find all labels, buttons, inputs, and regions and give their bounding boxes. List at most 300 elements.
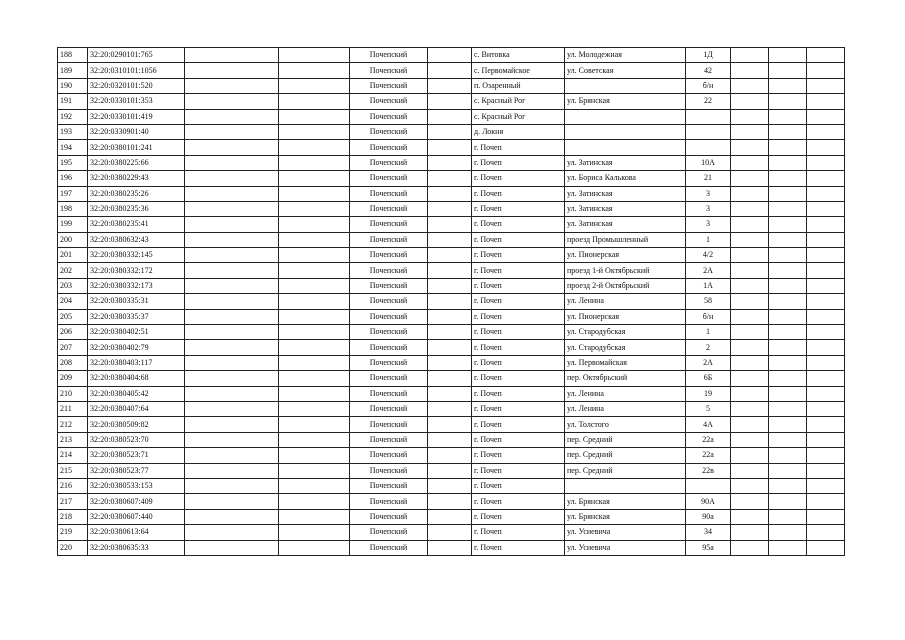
empty-cell [807,386,845,401]
table-body [58,48,845,556]
empty-cell [769,340,807,355]
empty-cell [807,355,845,370]
row-number-cell: 192 [58,109,88,124]
street-cell: ул. Затинская [565,201,686,216]
empty-cell [807,525,845,540]
table-row [58,248,845,263]
locality-cell: с. Красный Рог [472,109,565,124]
empty-cell [428,463,472,478]
locality-cell: г. Почеп [472,263,565,278]
house-number-cell: 2А [686,263,731,278]
empty-cell [279,217,350,232]
house-number-cell: 19 [686,386,731,401]
empty-cell [731,186,769,201]
empty-cell [769,140,807,155]
table-row [58,109,845,124]
empty-cell [279,48,350,63]
street-cell: пер. Средний [565,463,686,478]
empty-cell [279,340,350,355]
empty-cell [769,294,807,309]
cadastral-number-cell: 32:20:0380335:37 [88,309,185,324]
table-row [58,401,845,416]
cadastral-number-cell: 32:20:0380402:79 [88,340,185,355]
empty-cell [731,463,769,478]
empty-cell [185,417,279,432]
empty-cell [807,124,845,139]
empty-cell [279,140,350,155]
empty-cell [279,386,350,401]
district-cell: Почепский [350,540,428,555]
cadastral-number-cell: 32:20:0380523:70 [88,432,185,447]
empty-cell [807,278,845,293]
street-cell: проезд Промышленный [565,232,686,247]
empty-cell [185,509,279,524]
row-number-cell: 191 [58,94,88,109]
cadastral-number-cell: 32:20:0290101:765 [88,48,185,63]
locality-cell: с. Красный Рог [472,94,565,109]
district-cell: Почепский [350,478,428,493]
locality-cell: г. Почеп [472,494,565,509]
row-number-cell: 201 [58,248,88,263]
empty-cell [279,355,350,370]
empty-cell [807,94,845,109]
empty-cell [807,463,845,478]
cadastral-number-cell: 32:20:0380332:145 [88,248,185,263]
empty-cell [428,417,472,432]
empty-cell [428,355,472,370]
table-row [58,478,845,493]
district-cell: Почепский [350,294,428,309]
empty-cell [279,401,350,416]
empty-cell [428,494,472,509]
cadastral-number-cell: 32:20:0380225:66 [88,155,185,170]
locality-cell: г. Почеп [472,248,565,263]
table-row [58,309,845,324]
empty-cell [428,540,472,555]
street-cell: ул. Усиевича [565,540,686,555]
locality-cell: г. Почеп [472,186,565,201]
table-row [58,124,845,139]
empty-cell [731,417,769,432]
row-number-cell: 210 [58,386,88,401]
house-number-cell: 1 [686,325,731,340]
row-number-cell: 208 [58,355,88,370]
empty-cell [769,371,807,386]
empty-cell [185,478,279,493]
empty-cell [769,232,807,247]
empty-cell [279,278,350,293]
empty-cell [279,478,350,493]
empty-cell [769,48,807,63]
empty-cell [807,448,845,463]
empty-cell [428,478,472,493]
empty-cell [807,155,845,170]
table-row [58,63,845,78]
locality-cell: г. Почеп [472,340,565,355]
cadastral-number-cell: 32:20:0380235:26 [88,186,185,201]
empty-cell [428,401,472,416]
empty-cell [185,48,279,63]
cadastral-number-cell: 32:20:0380607:440 [88,509,185,524]
empty-cell [769,509,807,524]
locality-cell: д. Локня [472,124,565,139]
empty-cell [769,278,807,293]
locality-cell: г. Почеп [472,371,565,386]
empty-cell [279,155,350,170]
street-cell: пер. Октябрьский [565,371,686,386]
empty-cell [185,309,279,324]
locality-cell: г. Почеп [472,417,565,432]
locality-cell: п. Озаренный [472,78,565,93]
house-number-cell: 3 [686,186,731,201]
empty-cell [807,371,845,386]
empty-cell [428,171,472,186]
locality-cell: г. Почеп [472,232,565,247]
house-number-cell: 90а [686,509,731,524]
street-cell: ул. Затинская [565,186,686,201]
empty-cell [807,78,845,93]
empty-cell [279,417,350,432]
empty-cell [731,232,769,247]
empty-cell [731,201,769,216]
street-cell: ул. Молодежная [565,48,686,63]
locality-cell: г. Почеп [472,217,565,232]
locality-cell: г. Почеп [472,155,565,170]
empty-cell [731,278,769,293]
empty-cell [279,186,350,201]
district-cell: Почепский [350,448,428,463]
table-row [58,78,845,93]
empty-cell [731,478,769,493]
cadastral-number-cell: 32:20:0380523:71 [88,448,185,463]
house-number-cell: 1 [686,232,731,247]
empty-cell [731,371,769,386]
empty-cell [279,448,350,463]
empty-cell [769,63,807,78]
empty-cell [807,540,845,555]
empty-cell [185,263,279,278]
street-cell: ул. Пионерская [565,248,686,263]
empty-cell [185,325,279,340]
empty-cell [279,294,350,309]
street-cell: ул. Ленина [565,294,686,309]
table-row [58,325,845,340]
row-number-cell: 197 [58,186,88,201]
house-number-cell [686,109,731,124]
row-number-cell: 200 [58,232,88,247]
empty-cell [769,186,807,201]
empty-cell [185,278,279,293]
house-number-cell: 90А [686,494,731,509]
district-cell: Почепский [350,201,428,216]
street-cell: ул. Стародубская [565,340,686,355]
table-row [58,355,845,370]
house-number-cell: 3 [686,201,731,216]
empty-cell [807,325,845,340]
empty-cell [279,171,350,186]
district-cell: Почепский [350,94,428,109]
empty-cell [185,217,279,232]
empty-cell [731,294,769,309]
empty-cell [769,325,807,340]
table-row [58,217,845,232]
table-row [58,340,845,355]
empty-cell [185,432,279,447]
empty-cell [185,525,279,540]
empty-cell [185,340,279,355]
street-cell [565,109,686,124]
cadastral-number-cell: 32:20:0330101:353 [88,94,185,109]
district-cell: Почепский [350,494,428,509]
locality-cell: с. Первомайское [472,63,565,78]
locality-cell: г. Почеп [472,401,565,416]
empty-cell [807,494,845,509]
row-number-cell: 207 [58,340,88,355]
empty-cell [731,263,769,278]
empty-cell [279,309,350,324]
house-number-cell: 5 [686,401,731,416]
district-cell: Почепский [350,217,428,232]
empty-cell [428,124,472,139]
empty-cell [769,525,807,540]
locality-cell: г. Почеп [472,463,565,478]
land-registry-table [57,47,845,556]
row-number-cell: 194 [58,140,88,155]
locality-cell: г. Почеп [472,309,565,324]
house-number-cell: 22 [686,94,731,109]
empty-cell [731,309,769,324]
empty-cell [807,263,845,278]
district-cell: Почепский [350,309,428,324]
empty-cell [731,325,769,340]
house-number-cell: 58 [686,294,731,309]
empty-cell [731,217,769,232]
empty-cell [769,448,807,463]
empty-cell [807,63,845,78]
table-row [58,463,845,478]
street-cell [565,78,686,93]
empty-cell [769,401,807,416]
empty-cell [769,248,807,263]
house-number-cell [686,140,731,155]
house-number-cell [686,478,731,493]
cadastral-number-cell: 32:20:0380332:173 [88,278,185,293]
empty-cell [279,263,350,278]
empty-cell [807,478,845,493]
street-cell: проезд 2-й Октябрьский [565,278,686,293]
house-number-cell [686,124,731,139]
table-row [58,171,845,186]
empty-cell [769,494,807,509]
street-cell [565,124,686,139]
row-number-cell: 212 [58,417,88,432]
house-number-cell: 6Б [686,371,731,386]
locality-cell: г. Почеп [472,325,565,340]
row-number-cell: 189 [58,63,88,78]
empty-cell [185,201,279,216]
empty-cell [731,63,769,78]
table-row [58,540,845,555]
empty-cell [428,248,472,263]
empty-cell [279,124,350,139]
house-number-cell: 22в [686,463,731,478]
table-row [58,525,845,540]
house-number-cell: 1А [686,278,731,293]
empty-cell [279,78,350,93]
empty-cell [279,540,350,555]
empty-cell [807,201,845,216]
house-number-cell: 2А [686,355,731,370]
empty-cell [769,94,807,109]
cadastral-number-cell: 32:20:0380101:241 [88,140,185,155]
table-row [58,294,845,309]
empty-cell [185,63,279,78]
street-cell [565,478,686,493]
row-number-cell: 209 [58,371,88,386]
district-cell: Почепский [350,48,428,63]
street-cell: ул. Стародубская [565,325,686,340]
empty-cell [279,525,350,540]
empty-cell [807,432,845,447]
cadastral-number-cell: 32:20:0330101:419 [88,109,185,124]
district-cell: Почепский [350,525,428,540]
empty-cell [769,263,807,278]
empty-cell [731,94,769,109]
locality-cell: г. Почеп [472,509,565,524]
cadastral-number-cell: 32:20:0320101:520 [88,78,185,93]
house-number-cell: 95а [686,540,731,555]
cadastral-number-cell: 32:20:0380533:153 [88,478,185,493]
locality-cell: г. Почеп [472,478,565,493]
street-cell: ул. Затинская [565,217,686,232]
street-cell: ул. Ленина [565,401,686,416]
empty-cell [731,248,769,263]
locality-cell: г. Почеп [472,140,565,155]
street-cell: ул. Брянская [565,94,686,109]
table-row [58,201,845,216]
row-number-cell: 213 [58,432,88,447]
table-row [58,371,845,386]
empty-cell [769,155,807,170]
cadastral-number-cell: 32:20:0380509:82 [88,417,185,432]
cadastral-number-cell: 32:20:0380229:43 [88,171,185,186]
empty-cell [769,124,807,139]
empty-cell [185,140,279,155]
empty-cell [769,417,807,432]
locality-cell: г. Почеп [472,432,565,447]
empty-cell [428,78,472,93]
row-number-cell: 215 [58,463,88,478]
empty-cell [807,109,845,124]
empty-cell [428,309,472,324]
empty-cell [279,232,350,247]
empty-cell [807,217,845,232]
empty-cell [731,140,769,155]
district-cell: Почепский [350,325,428,340]
locality-cell: г. Почеп [472,355,565,370]
empty-cell [279,325,350,340]
empty-cell [769,109,807,124]
cadastral-number-cell: 32:20:0380405:42 [88,386,185,401]
table-row [58,448,845,463]
empty-cell [279,94,350,109]
empty-cell [807,186,845,201]
empty-cell [769,355,807,370]
district-cell: Почепский [350,340,428,355]
empty-cell [185,78,279,93]
empty-cell [731,386,769,401]
empty-cell [807,340,845,355]
empty-cell [769,478,807,493]
row-number-cell: 216 [58,478,88,493]
locality-cell: с. Витовка [472,48,565,63]
locality-cell: г. Почеп [472,278,565,293]
district-cell: Почепский [350,248,428,263]
empty-cell [807,294,845,309]
cadastral-number-cell: 32:20:0330901:40 [88,124,185,139]
empty-cell [428,525,472,540]
empty-cell [769,309,807,324]
empty-cell [428,340,472,355]
cadastral-number-cell: 32:20:0380402:51 [88,325,185,340]
empty-cell [731,78,769,93]
empty-cell [769,217,807,232]
table-row [58,417,845,432]
cadastral-number-cell: 32:20:0380523:77 [88,463,185,478]
district-cell: Почепский [350,401,428,416]
house-number-cell: 2 [686,340,731,355]
empty-cell [185,155,279,170]
empty-cell [279,109,350,124]
district-cell: Почепский [350,355,428,370]
row-number-cell: 218 [58,509,88,524]
empty-cell [807,48,845,63]
empty-cell [731,48,769,63]
street-cell: ул. Советская [565,63,686,78]
empty-cell [185,171,279,186]
row-number-cell: 211 [58,401,88,416]
house-number-cell: 10А [686,155,731,170]
table-row [58,232,845,247]
table-row [58,186,845,201]
district-cell: Почепский [350,263,428,278]
row-number-cell: 199 [58,217,88,232]
empty-cell [807,417,845,432]
empty-cell [428,140,472,155]
empty-cell [185,448,279,463]
street-cell: ул. Бориса Калькова [565,171,686,186]
empty-cell [279,463,350,478]
locality-cell: г. Почеп [472,525,565,540]
row-number-cell: 214 [58,448,88,463]
empty-cell [185,124,279,139]
row-number-cell: 202 [58,263,88,278]
house-number-cell: 21 [686,171,731,186]
empty-cell [731,355,769,370]
empty-cell [428,278,472,293]
table-row [58,48,845,63]
row-number-cell: 188 [58,48,88,63]
empty-cell [185,94,279,109]
house-number-cell: 22а [686,448,731,463]
district-cell: Почепский [350,171,428,186]
house-number-cell: 3 [686,217,731,232]
district-cell: Почепский [350,371,428,386]
empty-cell [428,294,472,309]
district-cell: Почепский [350,386,428,401]
street-cell [565,140,686,155]
house-number-cell: 34 [686,525,731,540]
